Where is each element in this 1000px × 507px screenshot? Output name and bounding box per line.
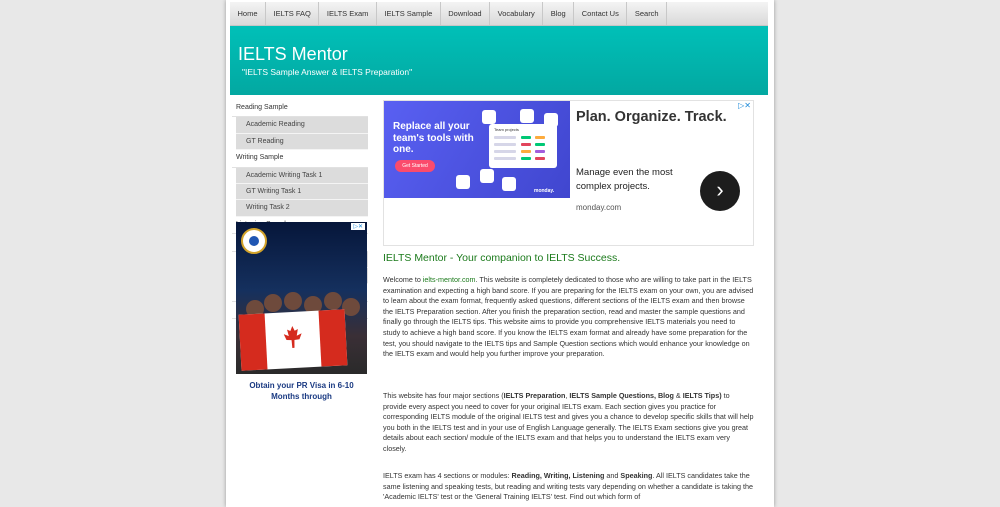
monday-logo: monday. [534,188,555,194]
ad-headline[interactable]: Plan. Organize. Track. [576,109,727,125]
ad-photo [236,222,367,374]
canada-flag-image [239,309,348,370]
sidebar-item-gt-reading[interactable]: GT Reading [236,134,368,150]
site-link[interactable]: ielts-mentor.com [422,275,476,284]
sections-paragraph [383,391,754,455]
crowd-person [284,292,302,310]
nav-ielts-exam[interactable]: IELTS Exam [319,2,377,25]
ad-image[interactable] [384,101,570,198]
app-icon [544,113,558,127]
nav-vocabulary[interactable]: Vocabulary [490,2,543,25]
site-title[interactable]: IELTS Mentor [238,44,348,64]
nav-ielts-sample[interactable]: IELTS Sample [377,2,441,25]
sidebar-item-gt-writing-task-1[interactable]: GT Writing Task 1 [236,184,368,200]
bold-text: IELTS Tips) [682,391,722,400]
crowd-person [324,292,342,310]
intro-heading: IELTS Mentor - Your companion to IELTS Success. [383,252,621,264]
sidebar-item-writing-sample[interactable]: Writing Sample [232,150,368,167]
modules-paragraph [383,471,754,503]
ad-body-text[interactable]: Manage even the most complex projects. [576,167,673,192]
nav-blog[interactable]: Blog [543,2,574,25]
app-icon [502,177,516,191]
top-advertisement[interactable] [383,100,754,246]
top-navigation [230,2,768,26]
sidebar-item-reading-sample[interactable]: Reading Sample [232,100,368,117]
ad-screenshot-card [489,124,557,168]
adchoices-icon[interactable]: ▷✕ [353,224,363,230]
sidebar-item-academic-reading[interactable]: Academic Reading [236,117,368,133]
ad-image-headline: Replace all your team's tools with one. [393,121,474,155]
ad-card-title: Team projects [494,127,519,132]
text-span: Welcome to [383,275,423,284]
crowd-person [264,294,282,312]
site-header [230,26,768,95]
bold-text: IELTS Preparation [503,391,566,400]
text-span: & [673,391,683,400]
ad-caption-text[interactable]: Obtain your PR Visa in 6-10 Months through [249,381,354,401]
ad-caption [236,374,367,407]
text-span: to provide every aspect you need to cover for your original IELTS exam. Each section gives you practice for corresponding IELTS module of the original IELTS test and gives you a chance to develop specific skills that will help you both in the IELTS test and in your use of English Language generally. The IELTS Exam sections give you great details about each section/ module of the IELTS exam and that helps you to understand the IELTS exam very closely. [383,391,754,453]
sidebar-advertisement[interactable] [236,222,367,407]
app-icon [456,175,470,189]
seal-logo [241,228,267,254]
app-icon [480,169,494,183]
nav-home[interactable]: Home [230,2,266,25]
intro-paragraph [383,275,754,360]
adchoices-icon[interactable]: ▷✕ [738,101,751,110]
nav-contact-us[interactable]: Contact Us [574,2,627,25]
app-icon [520,109,534,123]
page-container [226,0,774,507]
text-span: , [565,391,570,400]
app-icon [482,110,496,124]
text-span: . All IELTS candidates take the same listening and speaking tests, but reading and writing tests vary depending on whether a candidate is taking the 'Academic IELTS' test or the 'General Training IELTS' test. Find out which form of [383,471,753,502]
ad-domain[interactable]: monday.com [576,203,622,212]
text-span: This website has four major sections ( [383,391,504,400]
site-tagline: "IELTS Sample Answer & IELTS Preparation" [242,67,413,77]
sidebar-item-academic-writing-task-1[interactable]: Academic Writing Task 1 [236,168,368,184]
nav-download[interactable]: Download [441,2,490,25]
bold-text: IELTS Sample Questions, Blog [569,391,674,400]
nav-ielts-faq[interactable]: IELTS FAQ [266,2,319,25]
sidebar-item-writing-task-2[interactable]: Writing Task 2 [236,200,368,216]
get-started-button[interactable]: Get Started [395,160,435,172]
text-span: and [604,471,621,480]
text-span: . This website is completely dedicated to those who are willing to take part in the IELTS examination and expecting a high band score. If you are preparing for the IELTS exam on your own, you are advised to learn about the exam format, frequently asked questions, different sections of the IELTS exam and then browse the IELTS Preparation section. After you finish the preparation section, read and master the sample questions and finally go through the IELTS tips. This website aims to provide you comprehensive IELTS materials you need to study to achieve a high band score. If you know the IELTS exam format and already have some preparation for the test, you should navigate to the IELTS tips and Sample Question sections which would enhance your knowledge on the IELTS exam and would help you further improve your preparation. [383,275,754,359]
text-span: IELTS exam has 4 sections or modules: [383,471,512,480]
bold-text: Speaking [620,471,653,480]
bold-text: Reading, Writing, Listening [511,471,605,480]
nav-search[interactable]: Search [627,2,667,25]
chevron-right-icon[interactable]: › [700,171,740,211]
